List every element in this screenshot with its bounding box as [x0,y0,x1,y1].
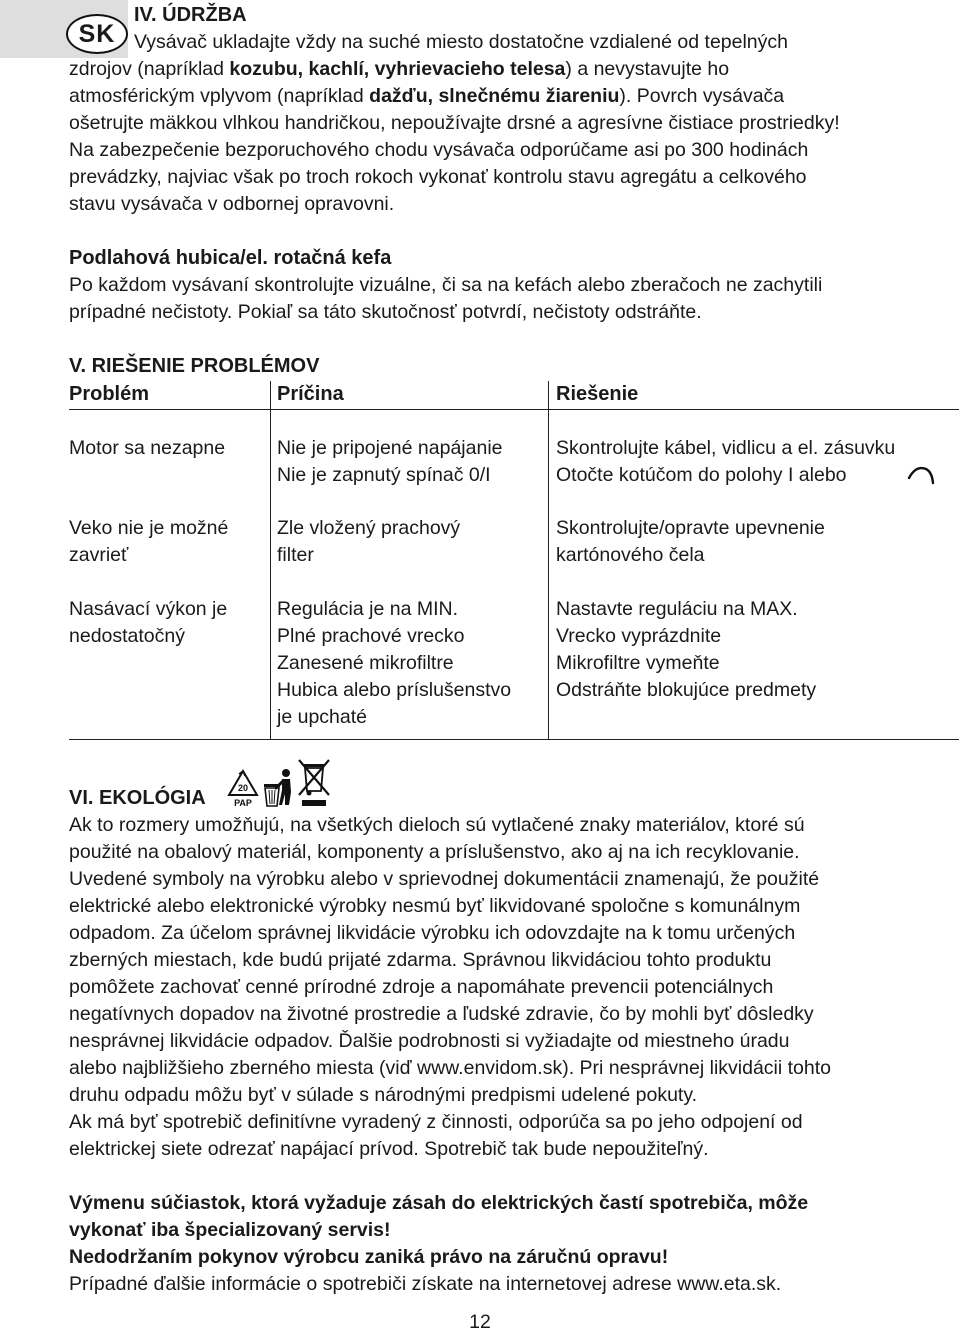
table-row [69,596,227,650]
maintenance-text-line: prevádzky, najviac však po troch rokoch vykonať kontrolu stavu agregátu a celkového [69,166,807,188]
maintenance-text-line: ošetrujte mäkkou vlhkou handričkou, nepoužívajte drsné a agresívne čistiace prostriedky! [69,112,840,134]
ecology-text-line: pomôžete zachovať cenné prírodné zdroje a napomáhate prevencii potenciálnych [69,976,774,998]
notice-bold-line: Výmenu súčiastok, ktorá vyžaduje zásah do elektrických častí spotrebiča, môže [69,1192,809,1214]
table-header-cause: Príčina [277,383,344,405]
cause-text: je upchaté [277,706,367,728]
table-bottom-rule [69,739,959,740]
problem-text: Veko nie je možné [69,517,229,539]
solution-text: Vrecko vyprázdnite [556,625,722,647]
solution-text: Skontrolujte kábel, vidlicu a el. zásuvku [556,437,896,459]
solution-text: kartónového čela [556,544,705,566]
ecology-text-line: použité na obalový materiál, komponenty a príslušenstvo, ako aj na ich recyklovanie. [69,841,800,863]
maintenance-text-line: zdrojov (napríklad kozubu, kachlí, vyhrievacieho telesa) a nevystavujte ho [69,58,730,80]
section-title-ecology: VI. EKOLÓGIA [69,787,206,809]
cause-text: Zanesené mikrofiltre [277,652,454,674]
crossed-wheelie-bin-icon [296,757,332,807]
table-header-solution: Riešenie [556,383,639,405]
brush-text-line: Po každom vysávaní skontrolujte vizuálne, či sa na kefách alebo zberačoch ne zachytili [69,274,823,296]
solution-cell [556,596,816,704]
table-header-problem: Problém [69,383,150,405]
solution-cell [556,515,825,569]
cause-text: Hubica alebo príslušenstvo [277,679,512,701]
cause-cell [277,435,503,489]
ecology-text-line: Uvedené symboly na výrobku alebo v sprievodnej dokumentácii znamenajú, že použité [69,868,820,890]
language-badge: SK [66,14,128,54]
ecology-text-line: Ak to rozmery umožňujú, na všetkých dieloch sú vytlačené znaky materiálov, ktoré sú [69,814,805,836]
notice-bold-line: vykonať iba špecializovaný servis! [69,1219,391,1241]
problem-text: nedostatočný [69,625,186,647]
cause-cell [277,596,511,731]
solution-text: Skontrolujte/opravte upevnenie [556,517,825,539]
table-column-divider [548,381,549,739]
cause-text: Nie je zapnutý spínač 0/I [277,464,491,486]
solution-text: Nastavte reguláciu na MAX. [556,598,798,620]
recycling-symbol-icon [226,768,260,808]
table-row [69,435,225,462]
info-web-line: Prípadné ďalšie informácie o spotrebiči získate na internetovej adrese www.eta.sk. [69,1273,782,1295]
ecology-text-line: elektrickej siete odrezať napájací prívod. Spotrebič tak bude nepoužiteľný. [69,1138,709,1160]
person-disposal-icon [273,768,297,806]
solution-text: Mikrofiltre vymeňte [556,652,720,674]
maintenance-text-line: Vysávač ukladajte vždy na suché miesto dostatočne vzdialené od tepelných [134,31,789,53]
warranty-notice: Nedodržaním pokynov výrobcu zaniká právo na záručnú opravu! [69,1246,669,1268]
ecology-paragraph [69,812,949,1163]
solution-cell [556,435,895,489]
solution-text: Odstráňte blokujúce predmety [556,679,817,701]
section-title-troubleshooting: V. RIEŠENIE PROBLÉMOV [69,355,320,377]
cause-text: Zle vložený prachový [277,517,461,539]
table-header-rule [69,409,959,410]
ecology-text-line: nesprávnej likvidácie odpadov. Ďalšie podrobnosti si vyžiadajte od miestneho úradu [69,1030,790,1052]
rotary-dial-icon [906,464,936,486]
brush-text-line: prípadné nečistoty. Pokiaľ sa táto skutočnosť potvrdí, nečistoty odstráňte. [69,301,702,323]
recycle-number: 20 [237,783,249,793]
solution-text: Otočte kotúčom do polohy I alebo [556,464,847,486]
cause-text: Regulácia je na MIN. [277,598,459,620]
maintenance-text-line: stavu vysávača v odbornej opravovni. [69,193,395,215]
section-title-maintenance: IV. ÚDRŽBA [134,4,247,26]
maintenance-text-line: Na zabezpečenie bezporuchového chodu vysávača odporúčame asi po 300 hodinách [69,139,809,161]
problem-text: zavrieť [69,544,129,566]
cause-text: Plné prachové vrecko [277,625,465,647]
maintenance-text-line: atmosférickým vplyvom (napríklad dažďu, slnečnému žiareniu). Povrch vysávača [69,85,785,107]
problem-text: Nasávací výkon je [69,598,228,620]
problem-text: Motor sa nezapne [69,437,226,459]
page-number: 12 [469,1311,491,1333]
ecology-text-line: negatívnych dopadov na životné prostredie a ľudské zdravie, čo by mohli byť dôsledky [69,1003,814,1025]
ecology-text-line: alebo najbližšieho zberného miesta (viď www.envidom.sk). Pri nesprávnej likvidácii tohto [69,1057,832,1079]
ecology-text-line: zberných miestach, kde budú prijaté zdarma. Správnou likvidáciou tohto produktu [69,949,772,971]
ecology-text-line: druhu odpadu môžu byť v súlade s národnými predpismi udelené pokuty. [69,1084,698,1106]
cause-text: Nie je pripojené napájanie [277,437,503,459]
cause-text: filter [277,544,314,566]
ecology-text-line: odpadom. Za účelom správnej likvidácie výrobku ich odovzdajte na k tomu určených [69,922,796,944]
ecology-text-line: elektrické alebo elektronické výrobky nesmú byť likvidované spoločne s komunálnym [69,895,801,917]
table-column-divider [270,381,271,739]
recycle-code: PAP [234,798,252,808]
cause-cell [277,515,460,569]
ecology-text-line: Ak má byť spotrebič definitívne vyradený z činnosti, odporúča sa po jeho odpojení od [69,1111,803,1133]
subsection-title-brush: Podlahová hubica/el. rotačná kefa [69,247,392,269]
service-notice [69,1190,949,1298]
table-row [69,515,228,569]
